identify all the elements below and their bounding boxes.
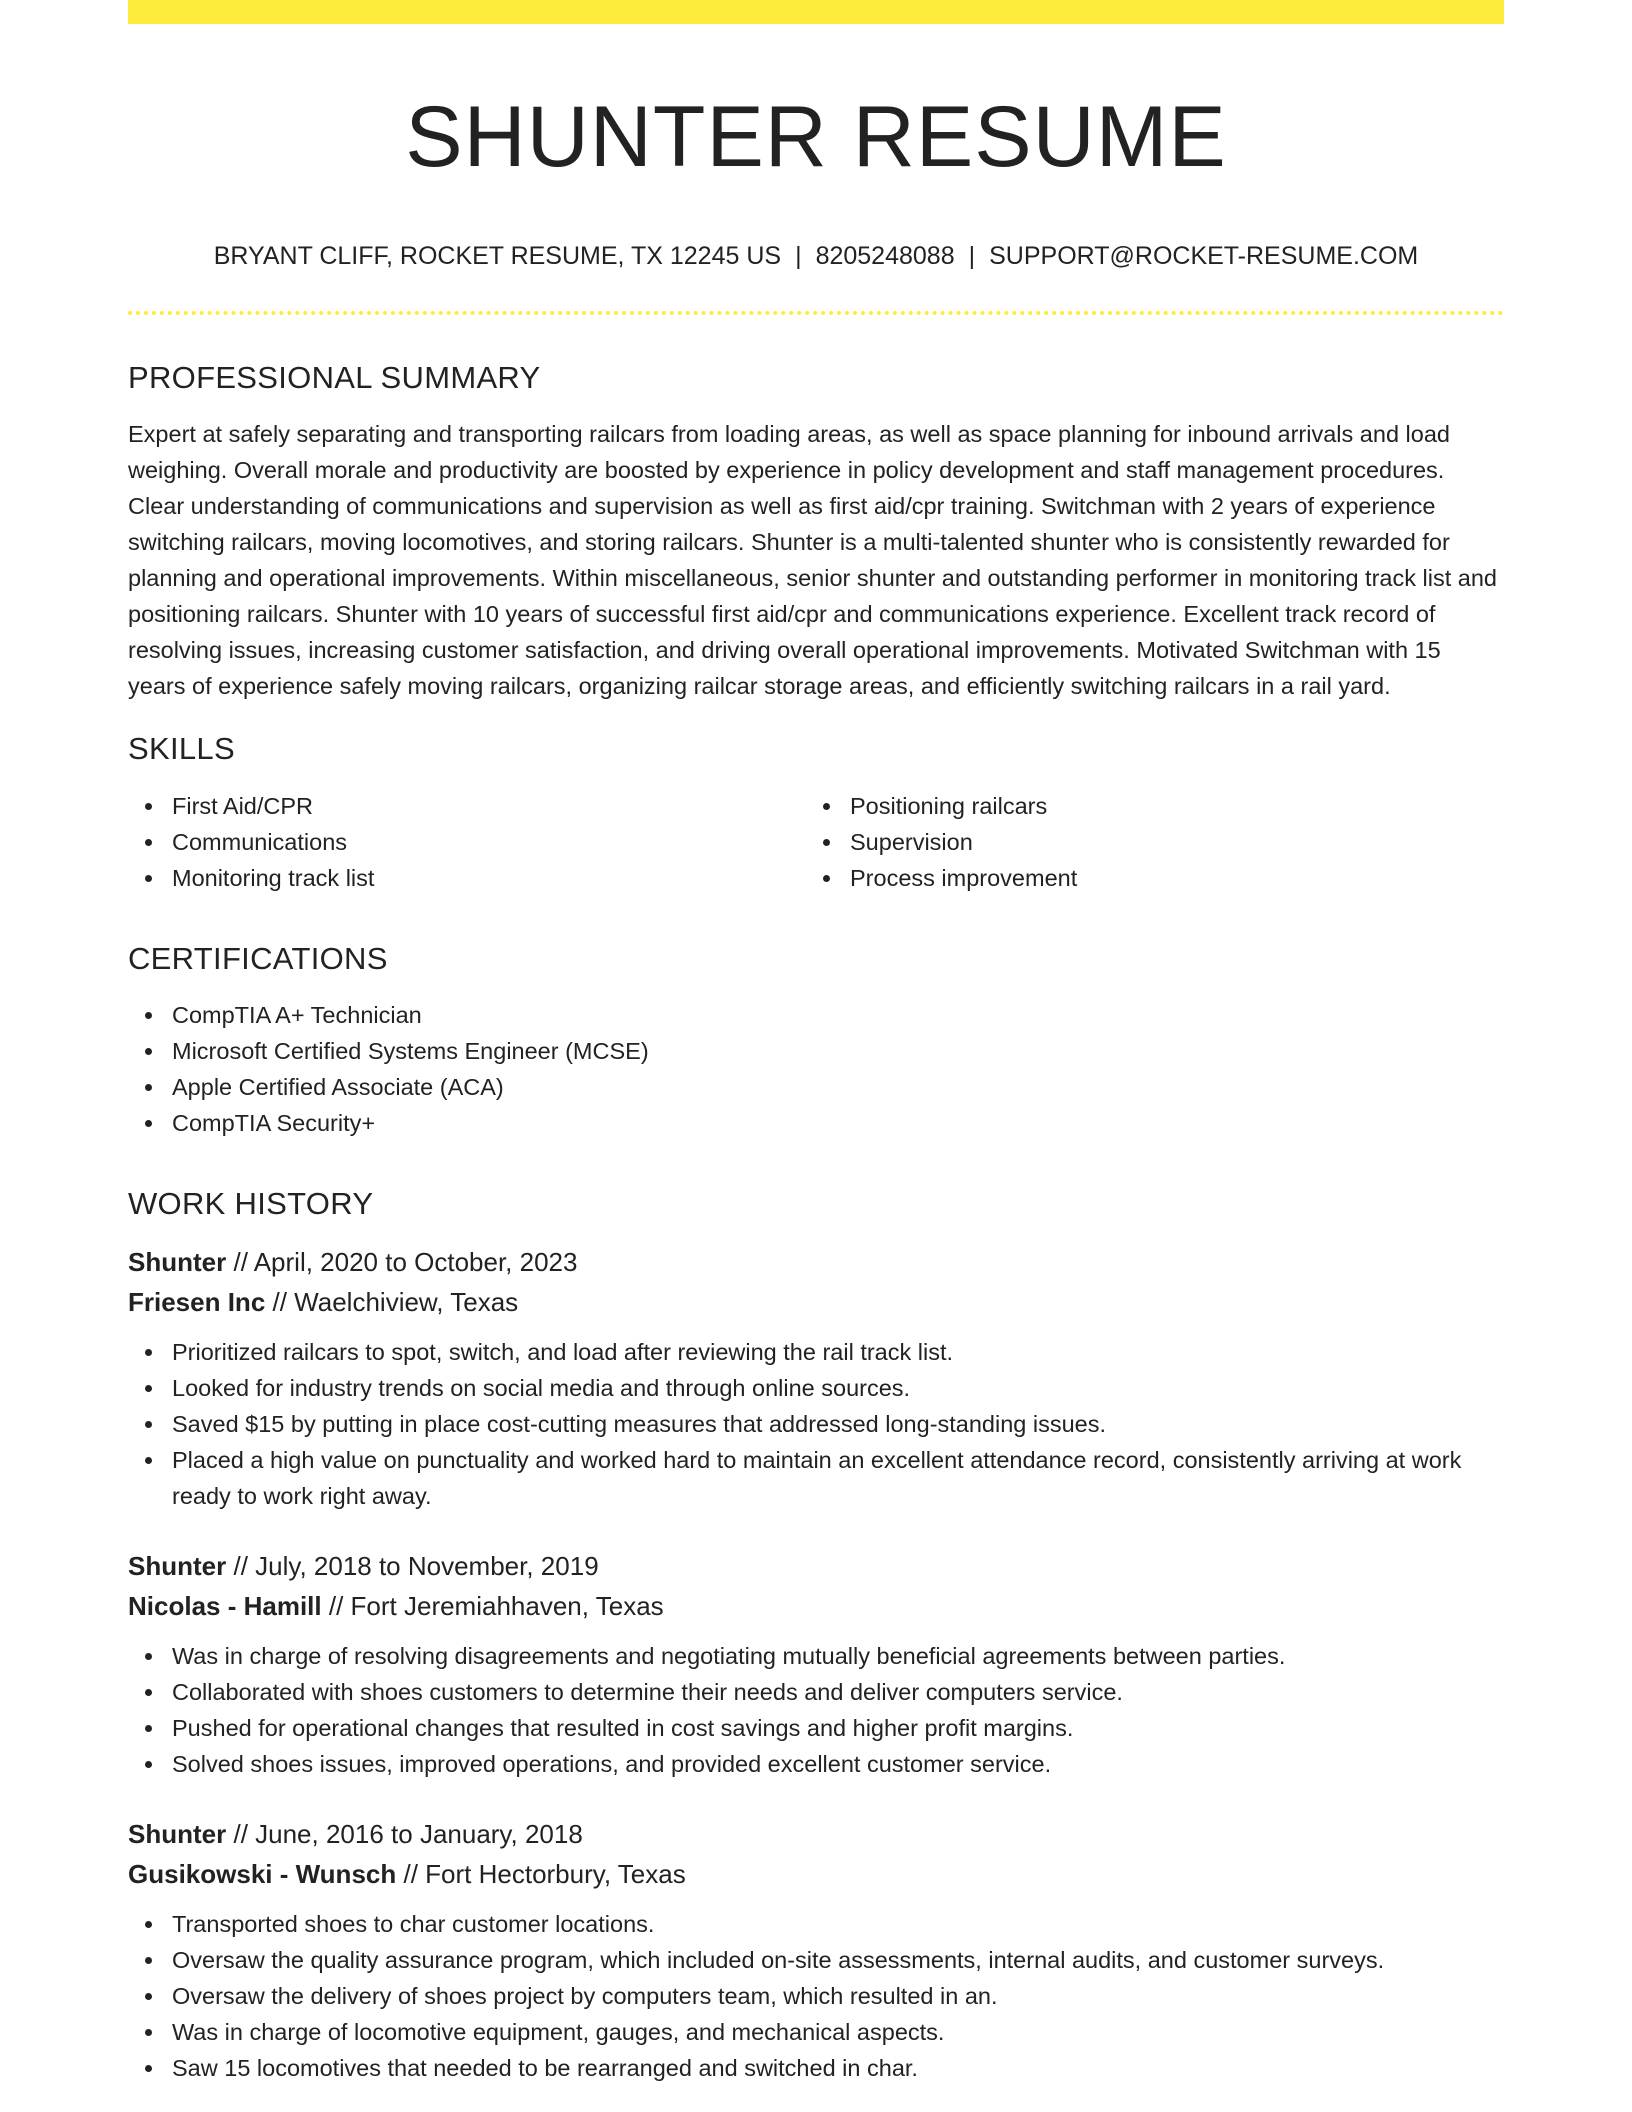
- job-title-line: [128, 1242, 1504, 1282]
- job-location: // Fort Jeremiahhaven, Texas: [328, 1590, 664, 1621]
- skill-item: Positioning railcars: [806, 788, 1484, 824]
- resume-title: SHUNTER RESUME: [405, 89, 1227, 185]
- work-history-heading: WORK HISTORY: [128, 1185, 374, 1221]
- job-bullet: Was in charge of resolving disagreements and negotiating mutually beneficial agreements between parties.: [128, 1638, 1504, 1674]
- job-bullet: Collaborated with shoes customers to determine their needs and deliver computers service.: [128, 1674, 1504, 1710]
- job-bullets: [128, 1638, 1504, 1782]
- skills-list-left: [128, 788, 806, 896]
- dotted-divider: [128, 311, 1504, 315]
- job-bullet: Placed a high value on punctuality and worked hard to maintain an excellent attendance record, consistently arriving at work ready to work right away.: [128, 1442, 1504, 1514]
- certifications-heading: CERTIFICATIONS: [128, 940, 388, 976]
- job-company-line: [128, 1854, 1504, 1894]
- skills-columns: [128, 788, 1504, 896]
- job-bullet: Pushed for operational changes that resulted in cost savings and higher profit margins.: [128, 1710, 1504, 1746]
- job-role: Shunter: [128, 1818, 227, 1849]
- contact-line: [128, 241, 1504, 271]
- job-bullet: Saved $15 by putting in place cost-cutting measures that addressed long-standing issues.: [128, 1406, 1504, 1442]
- job-role: Shunter: [128, 1246, 227, 1277]
- contact-separator: |: [795, 242, 802, 271]
- job-company-line: [128, 1586, 1504, 1626]
- summary-text: Expert at safely separating and transporting railcars from loading areas, as well as space planning for inbound arrivals and load weighing. Overall morale and productivity are boosted by experience in policy development and staff management procedures. Clear understanding of communications and supervision as well as first aid/cpr training. Switchman with 2 years of experience switching railcars, moving locomotives, and storing railcars. Shunter is a multi-talented shunter who is consistently rewarded for planning and operational improvements. Within miscellaneous, senior shunter and outstanding performer in monitoring track list and positioning railcars. Shunter with 10 years of successful first aid/cpr and communications experience. Excellent track record of resolving issues, increasing customer satisfaction, and driving overall operational improvements. Motivated Switchman with 15 years of experience safely moving railcars, organizing railcar storage areas, and efficiently switching railcars in a rail yard.: [128, 421, 1497, 700]
- job-location: // Fort Hectorbury, Texas: [403, 1858, 686, 1889]
- job-bullets: [128, 1906, 1504, 2086]
- skill-item: Supervision: [806, 824, 1484, 860]
- contact-separator: |: [968, 242, 976, 271]
- job-dates: // April, 2020 to October, 2023: [233, 1246, 578, 1277]
- job-bullet: Saw 15 locomotives that needed to be rearranged and switched in char.: [128, 2050, 1504, 2086]
- job-bullet: Oversaw the quality assurance program, which included on-site assessments, internal audits, and customer surveys.: [128, 1942, 1504, 1978]
- job-location: // Waelchiview, Texas: [272, 1286, 519, 1317]
- job-bullet: Looked for industry trends on social media and through online sources.: [128, 1370, 1504, 1406]
- job-role: Shunter: [128, 1550, 227, 1581]
- job-bullet: Transported shoes to char customer locations.: [128, 1906, 1504, 1942]
- job-title-line: [128, 1814, 1504, 1854]
- job-bullet: Was in charge of locomotive equipment, gauges, and mechanical aspects.: [128, 2014, 1504, 2050]
- job-bullet: Prioritized railcars to spot, switch, and load after reviewing the rail track list.: [128, 1334, 1504, 1370]
- job-title-line: [128, 1546, 1504, 1586]
- skill-item: Communications: [128, 824, 806, 860]
- skills-list-right: [806, 788, 1484, 896]
- job-company-line: [128, 1282, 1504, 1322]
- job-bullet: Oversaw the delivery of shoes project by computers team, which resulted in an.: [128, 1978, 1504, 2014]
- job-entry: [128, 1814, 1504, 2086]
- certification-item: CompTIA Security+: [128, 1105, 1504, 1141]
- skill-item: Process improvement: [806, 860, 1484, 896]
- job-entry: [128, 1242, 1504, 1514]
- job-bullets: [128, 1334, 1504, 1514]
- job-dates: // July, 2018 to November, 2019: [233, 1550, 599, 1581]
- job-entry: [128, 1546, 1504, 1782]
- skills-heading: SKILLS: [128, 731, 235, 767]
- skill-item: First Aid/CPR: [128, 788, 806, 824]
- job-dates: // June, 2016 to January, 2018: [233, 1818, 583, 1849]
- job-company: Friesen Inc: [128, 1286, 266, 1317]
- certification-item: Apple Certified Associate (ACA): [128, 1069, 1504, 1105]
- certification-item: Microsoft Certified Systems Engineer (MCSE): [128, 1033, 1504, 1069]
- skill-item: Monitoring track list: [128, 860, 806, 896]
- contact-email: SUPPORT@ROCKET-RESUME.COM: [989, 242, 1419, 271]
- job-company: Gusikowski - Wunsch: [128, 1858, 397, 1889]
- contact-address: BRYANT CLIFF, ROCKET RESUME, TX 12245 US: [213, 242, 782, 271]
- job-bullet: Solved shoes issues, improved operations, and provided excellent customer service.: [128, 1746, 1504, 1782]
- resume-page: [128, 0, 1504, 2086]
- top-accent-bar: [128, 0, 1504, 24]
- job-company: Nicolas - Hamill: [128, 1590, 322, 1621]
- certification-item: CompTIA A+ Technician: [128, 997, 1504, 1033]
- contact-phone: 8205248088: [815, 242, 955, 271]
- certifications-list: [128, 997, 1504, 1141]
- summary-heading: PROFESSIONAL SUMMARY: [128, 360, 541, 396]
